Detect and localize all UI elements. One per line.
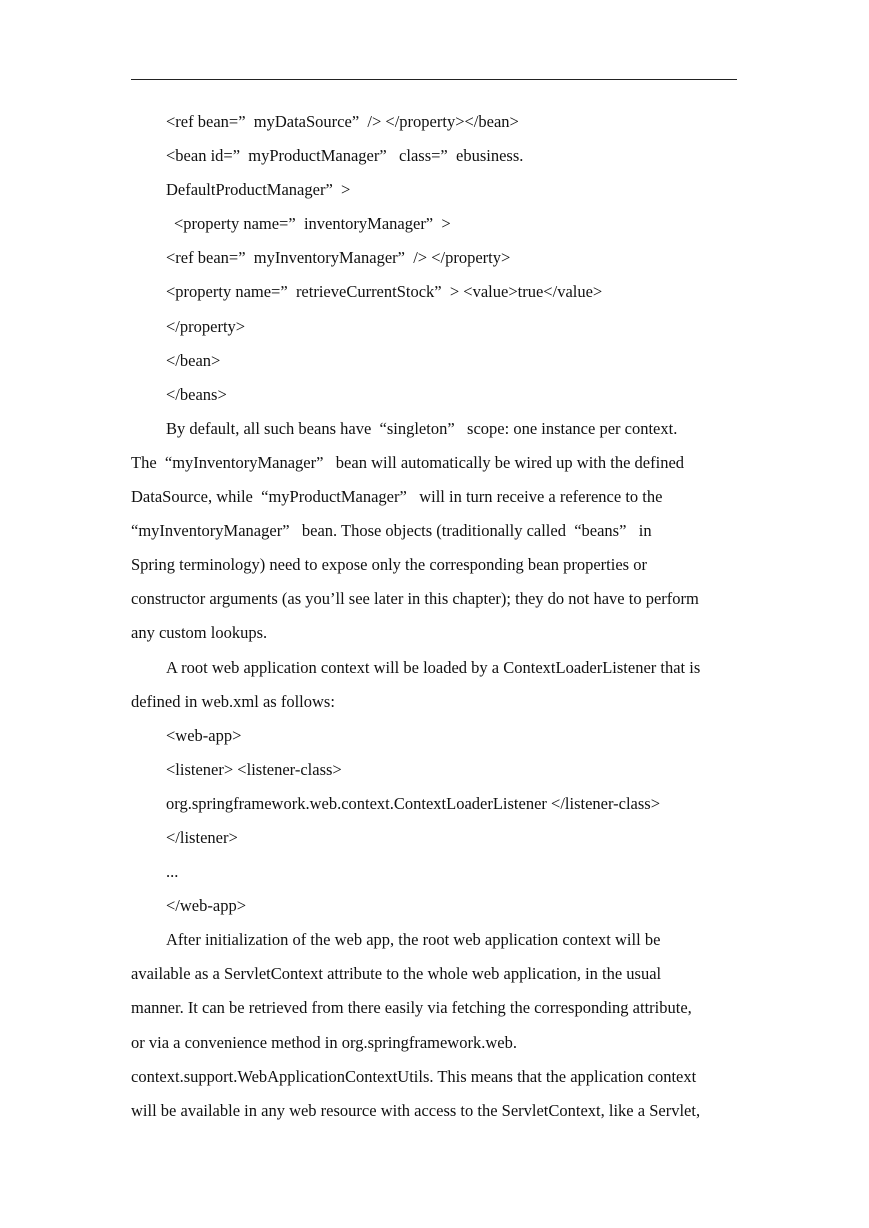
- paragraph-line: will be available in any web resource with access to the ServletContext, like a Servlet,: [131, 1100, 701, 1120]
- paragraph-line: manner. It can be retrieved from there easily via fetching the corresponding attribute,: [131, 998, 692, 1018]
- code-line: </property>: [166, 316, 246, 336]
- code-line: <property name=” inventoryManager” >: [174, 214, 451, 234]
- page-body: [131, 105, 737, 1128]
- code-line: <ref bean=” myInventoryManager” /> </property>: [166, 248, 511, 268]
- paragraph-line: After initialization of the web app, the root web application context will be: [166, 930, 661, 950]
- code-line: </bean>: [166, 350, 221, 370]
- code-line: </beans>: [166, 384, 227, 404]
- paragraph-line: Spring terminology) need to expose only the corresponding bean properties or: [131, 555, 647, 575]
- code-line: <web-app>: [166, 725, 242, 745]
- code-line: <ref bean=” myDataSource” /> </property></bean>: [166, 112, 519, 131]
- paragraph-line: “myInventoryManager” bean. Those objects (traditionally called “beans” in: [131, 521, 652, 541]
- code-line: DefaultProductManager” >: [166, 180, 351, 200]
- code-line: org.springframework.web.context.ContextLoaderListener </listener-class>: [166, 793, 661, 813]
- code-line: </listener>: [166, 827, 238, 847]
- paragraph-line: The “myInventoryManager” bean will automatically be wired up with the defined: [131, 452, 685, 472]
- code-line: <listener> <listener-class>: [166, 759, 342, 779]
- code-line: </web-app>: [166, 896, 247, 916]
- paragraph-line: any custom lookups.: [131, 623, 268, 643]
- code-line: ...: [166, 862, 179, 882]
- paragraph-line: or via a convenience method in org.springframework.web.: [131, 1032, 517, 1052]
- paragraph-line: context.support.WebApplicationContextUtils. This means that the application context: [131, 1066, 697, 1086]
- header-rule: [131, 79, 737, 80]
- paragraph-line: defined in web.xml as follows:: [131, 691, 335, 711]
- paragraph-line: constructor arguments (as you’ll see later in this chapter); they do not have to perform: [131, 589, 699, 609]
- paragraph-line: available as a ServletContext attribute to the whole web application, in the usual: [131, 964, 662, 984]
- code-line: <property name=” retrieveCurrentStock” > <value>true</value>: [166, 282, 603, 302]
- paragraph-line: By default, all such beans have “singleton” scope: one instance per context.: [166, 418, 678, 438]
- code-line: <bean id=” myProductManager” class=” ebusiness.: [166, 146, 524, 166]
- paragraph-line: A root web application context will be loaded by a ContextLoaderListener that is: [166, 657, 701, 677]
- paragraph-line: DataSource, while “myProductManager” will in turn receive a reference to the: [131, 487, 663, 507]
